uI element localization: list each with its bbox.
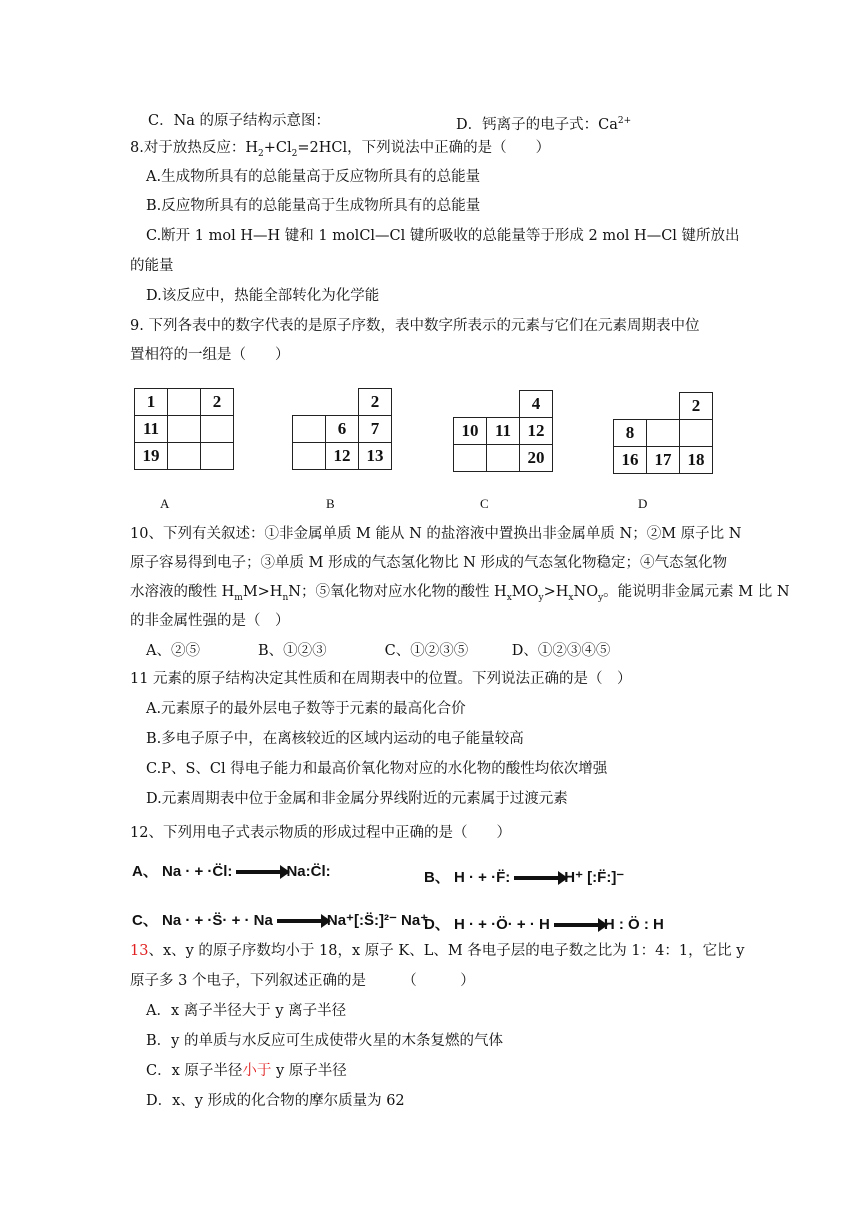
q8-option-b: B.反应物所具有的总能量高于生成物所具有的总能量: [146, 198, 481, 214]
q8-option-c-line2: 的能量: [130, 258, 174, 274]
periodic-table-b: [292, 388, 392, 470]
q13-option-b: B．y 的单质与水反应可生成使带火星的木条复燃的气体: [146, 1033, 503, 1049]
cell: 7: [359, 416, 392, 443]
q8-option-a: A.生成物所具有的总能量高于反应物所具有的总能量: [146, 169, 481, 185]
arrow-icon: [236, 870, 282, 874]
q8-option-c-line1: C.断开 1 mol H—H 键和 1 molCl—Cl 键所吸收的总能量等于形成 2 mol H—Cl 键所放出: [146, 228, 740, 244]
q9-stem-line2: 置相符的一组是（ ）: [130, 347, 290, 363]
cell: 8: [614, 420, 647, 447]
q13-option-a: A．x 离子半径大于 y 离子半径: [146, 1003, 347, 1019]
cell: 2: [680, 393, 713, 420]
q13-stem-line1: 13、x、y 的原子序数均小于 18，x 原子 K、L、M 各电子层的电子数之比为 1：4：1，它比 y: [130, 943, 745, 959]
q13-option-d: D．x、y 形成的化合物的摩尔质量为 62: [146, 1093, 405, 1109]
q7-option-d: D．钙离子的电子式：$Ca^{2+}$: [456, 116, 632, 133]
periodic-table-d: [613, 392, 713, 474]
cell: 18: [680, 447, 713, 474]
q11-stem: 11 元素的原子结构决定其性质和在周期表中的位置。下列说法正确的是（ ）: [130, 671, 632, 687]
cell: 6: [326, 416, 359, 443]
q12-option-c: C、 Na · + ·S̈· + · Na Na⁺[:S̈:]²⁻ Na⁺: [132, 912, 429, 929]
q9-stem-line1: 9. 下列各表中的数字代表的是原子序数，表中数字所表示的元素与它们在元素周期表中位: [130, 318, 700, 334]
q12-option-d: D、 H · + ·Ö· + · H H : Ö : H: [424, 916, 664, 933]
cell: 2: [201, 389, 234, 416]
cell: 4: [520, 391, 553, 418]
arrow-icon: [514, 876, 560, 880]
cell: 20: [520, 445, 553, 472]
q7-option-c: C．Na 的原子结构示意图：: [148, 113, 331, 129]
q10-options: A、②⑤ B、①②③ C、①②③⑤ D、①②③④⑤: [146, 643, 611, 659]
q12-option-a: A、 Na · + ·C̈l: Na:C̈l:: [132, 863, 331, 880]
arrow-icon: [554, 923, 600, 927]
cell: 17: [647, 447, 680, 474]
cell: 1: [135, 389, 168, 416]
q11-option-c: C.P、S、Cl 得电子能力和最高价氧化物对应的水化物的酸性均依次增强: [146, 761, 608, 777]
q11-option-b: B.多电子原子中，在离核较近的区域内运动的电子能量较高: [146, 731, 524, 747]
q10-line4: 的非金属性强的是（ ）: [130, 613, 290, 629]
q11-option-a: A.元素原子的最外层电子数等于元素的最高化合价: [146, 701, 466, 717]
q13-stem-line2: 原子多 3 个电子，下列叙述正确的是 （ ）: [130, 973, 475, 989]
cell: 19: [135, 443, 168, 470]
cell: 12: [520, 418, 553, 445]
cell: 12: [326, 443, 359, 470]
q13-option-c: C．x 原子半径小于 y 原子半径: [146, 1063, 347, 1079]
q12-option-b: B、 H · + ·F̈: H⁺ [:F̈:]⁻: [424, 869, 625, 886]
cell: 2: [359, 389, 392, 416]
cell: 10: [454, 418, 487, 445]
periodic-table-a: [134, 388, 234, 470]
q10-line1: 10、下列有关叙述：①非金属单质 M 能从 N 的盐溶液中置换出非金属单质 N；②M 原子比 N: [130, 526, 742, 542]
q12-stem: 12、下列用电子式表示物质的形成过程中正确的是（ ）: [130, 825, 511, 841]
table-c-label: C: [480, 496, 489, 511]
table-d-label: D: [638, 496, 648, 511]
q11-option-d: D.元素周期表中位于金属和非金属分界线附近的元素属于过渡元素: [146, 791, 568, 807]
q8-stem: 8.对于放热反应：$H_2+Cl_2=2HCl$，下列说法中正确的是（ ）: [130, 140, 551, 159]
periodic-table-c: [453, 390, 553, 472]
cell: 11: [135, 416, 168, 443]
table-a-label: A: [160, 496, 170, 511]
q10-line2: 原子容易得到电子；③单质 M 形成的气态氢化物比 N 形成的气态氢化物稳定；④气态氢化物: [130, 555, 727, 571]
cell: 16: [614, 447, 647, 474]
table-b-label: B: [326, 496, 335, 511]
arrow-icon: [277, 919, 323, 923]
q8-option-d: D.该反应中，热能全部转化为化学能: [146, 288, 380, 304]
q10-line3: 水溶液的酸性 $H_mM>H_nN$；⑤氧化物对应水化物的酸性 $H_xMO_y>H_xNO_y$。能说明非金属元素 M 比 N: [130, 584, 790, 603]
cell: 13: [359, 443, 392, 470]
cell: 11: [487, 418, 520, 445]
